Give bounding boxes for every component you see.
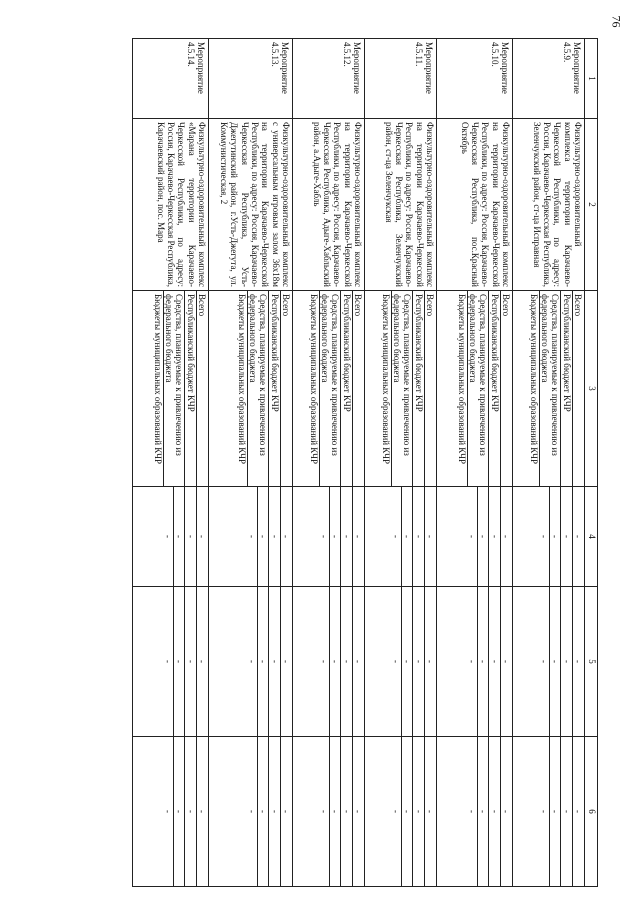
funding-source: Всего xyxy=(500,291,511,486)
value-cell: - xyxy=(329,737,340,886)
value-col-6 xyxy=(293,737,365,887)
value-cell: - xyxy=(162,535,173,538)
value-cell: - xyxy=(340,487,351,586)
value-cell: - xyxy=(572,487,583,586)
value-cell: - xyxy=(401,487,412,586)
value-col-6 xyxy=(437,737,513,887)
funding-source: Всего xyxy=(424,291,435,486)
value-cell: - xyxy=(352,587,363,736)
value-cell: - xyxy=(488,737,499,886)
value-cell: - xyxy=(162,660,173,663)
funding-sources xyxy=(293,291,365,487)
funding-source: Средства, планируемые к привлечению из федерального бюджета xyxy=(319,291,341,486)
value-col-4 xyxy=(513,487,585,587)
value-cell: - xyxy=(549,587,560,736)
table-row xyxy=(437,39,513,887)
value-cell: - xyxy=(572,587,583,736)
col-header-5: 5 xyxy=(585,587,598,737)
value-cell: - xyxy=(401,587,412,736)
value-cell: - xyxy=(500,487,511,586)
value-cell: - xyxy=(257,487,268,586)
measure-description: Физкультурно-оздоровительный комплекс на территории Карачаево-Черкесской Республики, по адресу: Россия, Карачаево-Черкесская Республика, Зеленчукский район, ст-ца Зеленчукская xyxy=(365,119,437,291)
value-cell: - xyxy=(329,487,340,586)
value-cell: - xyxy=(538,660,549,663)
value-cell: - xyxy=(184,587,195,736)
table-row xyxy=(365,39,437,887)
value-cell: - xyxy=(477,587,488,736)
funding-source: Средства, планируемые к привлечению из федерального бюджета xyxy=(539,291,561,486)
value-cell: - xyxy=(424,737,435,886)
value-cell: - xyxy=(560,737,571,886)
funding-source: Всего xyxy=(352,291,363,486)
value-cell: - xyxy=(412,587,423,736)
value-cell: - xyxy=(549,737,560,886)
value-cell: - xyxy=(572,737,583,886)
funding-source: Средства, планируемые к привлечению из федерального бюджета xyxy=(467,291,489,486)
value-cell: - xyxy=(466,660,477,663)
value-cell: - xyxy=(246,535,257,538)
value-cell: - xyxy=(538,535,549,538)
value-cell: - xyxy=(257,737,268,886)
value-cell: - xyxy=(246,810,257,813)
measure-description: Физкультурно-оздоровительный комплекс с универсальным игровым залом 36х18м на территории Карачаево-Черкесской Республики, по адресу: Россия, Карачаево-Черкесская Республика, Усть-Джегутинский район, г.Усть-Джегута, ул. Коммунистическая, 2 xyxy=(209,119,293,291)
value-cell: - xyxy=(412,487,423,586)
funding-source: Средства, планируемые к привлечению из федерального бюджета xyxy=(163,291,185,486)
value-cell: - xyxy=(184,487,195,586)
value-col-5 xyxy=(293,587,365,737)
value-cell: - xyxy=(196,587,207,736)
value-cell: - xyxy=(500,737,511,886)
value-cell: - xyxy=(268,487,279,586)
value-col-6 xyxy=(365,737,437,887)
measure-description: Физкультурно-оздоровительный комплекса территории Карачаево-Черкесской Республики, по адресу: Россия, Карачаево-Черкесская Республика, Зеленчукский район, ст-ца Исправная xyxy=(513,119,585,291)
col-header-3: 3 xyxy=(585,291,598,487)
value-cell: - xyxy=(184,737,195,886)
col-header-6: 6 xyxy=(585,737,598,887)
value-cell: - xyxy=(488,587,499,736)
funding-source: Средства, планируемые к привлечению из федерального бюджета xyxy=(391,291,413,486)
measure-description: Физкультурно-оздоровительный комплекс «Марана территории Карачаево-Черкесской Республики, по адресу: Россия, Карачаево-Черкесская Республика, Карачаевский район, пос. Мара xyxy=(133,119,209,291)
value-cell: - xyxy=(329,587,340,736)
value-cell: - xyxy=(162,810,173,813)
funding-source: Республиканский бюджет КЧР xyxy=(412,291,423,486)
value-col-5 xyxy=(209,587,293,737)
table-row xyxy=(293,39,365,887)
measure-id: Мероприятие 4.5.14. xyxy=(133,39,209,119)
value-cell: - xyxy=(268,737,279,886)
value-cell: - xyxy=(246,660,257,663)
funding-source: Республиканский бюджет КЧР xyxy=(560,291,571,486)
value-cell: - xyxy=(196,737,207,886)
value-cell: - xyxy=(257,587,268,736)
funding-source: Всего xyxy=(196,291,207,486)
funding-source: Средства, планируемые к привлечению из федерального бюджета xyxy=(247,291,269,486)
value-cell: - xyxy=(173,587,184,736)
value-cell: - xyxy=(196,487,207,586)
value-cell: - xyxy=(340,737,351,886)
value-cell: - xyxy=(401,737,412,886)
measure-id: Мероприятие 4.5.13. xyxy=(209,39,293,119)
value-col-5 xyxy=(513,587,585,737)
value-cell: - xyxy=(318,660,329,663)
funding-sources xyxy=(437,291,513,487)
measure-id: Мероприятие 4.5.11. xyxy=(365,39,437,119)
value-cell: - xyxy=(390,810,401,813)
page-number: 76 xyxy=(609,15,624,28)
value-cell: - xyxy=(280,587,291,736)
value-col-5 xyxy=(365,587,437,737)
funding-source: Бюджеты муниципальных образований КЧР xyxy=(236,294,247,465)
value-cell: - xyxy=(466,810,477,813)
value-col-6 xyxy=(513,737,585,887)
value-col-6 xyxy=(209,737,293,887)
value-cell: - xyxy=(268,587,279,736)
value-col-4 xyxy=(209,487,293,587)
value-cell: - xyxy=(500,587,511,736)
funding-source: Республиканский бюджет КЧР xyxy=(340,291,351,486)
program-measures-table xyxy=(132,38,598,887)
funding-sources xyxy=(513,291,585,487)
value-cell: - xyxy=(549,487,560,586)
funding-sources xyxy=(209,291,293,487)
value-cell: - xyxy=(477,487,488,586)
value-col-4 xyxy=(437,487,513,587)
measure-id: Мероприятие 4.5.9. xyxy=(513,39,585,119)
value-cell: - xyxy=(538,810,549,813)
value-cell: - xyxy=(352,487,363,586)
value-cell: - xyxy=(173,487,184,586)
funding-source: Бюджеты муниципальных образований КЧР xyxy=(308,294,319,465)
value-cell: - xyxy=(477,737,488,886)
value-cell: - xyxy=(488,487,499,586)
col-header-4: 4 xyxy=(585,487,598,587)
funding-source: Республиканский бюджет КЧР xyxy=(488,291,499,486)
value-cell: - xyxy=(390,535,401,538)
value-cell: - xyxy=(466,535,477,538)
measure-id: Мероприятие 4.5.12. xyxy=(293,39,365,119)
funding-source: Бюджеты муниципальных образований КЧР xyxy=(380,294,391,465)
value-cell: - xyxy=(352,737,363,886)
funding-source: Республиканский бюджет КЧР xyxy=(268,291,279,486)
value-cell: - xyxy=(424,587,435,736)
col-header-2: 2 xyxy=(585,119,598,291)
value-cell: - xyxy=(424,487,435,586)
funding-source: Бюджеты муниципальных образований КЧР xyxy=(528,294,539,465)
measure-description: Физкультурно-оздоровительный комплекс на территории Карачаево-Черкесской Республики, по адресу: Россия, Карачаево-Черкесская Республика, пос.Красный Октябрь xyxy=(437,119,513,291)
value-cell: - xyxy=(560,487,571,586)
funding-source: Республиканский бюджет КЧР xyxy=(184,291,195,486)
value-cell: - xyxy=(340,587,351,736)
value-cell: - xyxy=(173,737,184,886)
value-col-6 xyxy=(133,737,209,887)
funding-sources xyxy=(365,291,437,487)
funding-source: Всего xyxy=(572,291,583,486)
value-cell: - xyxy=(412,737,423,886)
value-cell: - xyxy=(318,810,329,813)
value-col-4 xyxy=(365,487,437,587)
table-row xyxy=(133,39,209,887)
col-header-1: 1 xyxy=(585,39,598,119)
value-cell: - xyxy=(318,535,329,538)
table-row xyxy=(513,39,585,887)
measure-description: Физкультурно-оздоровительный комплекс на территории Карачаево-Черкесской Республики, по адресу: Россия, Карачаево-Черкесская Республика, Адыге-Хабльский район, а.Адыге-Хабль xyxy=(293,119,365,291)
header-row xyxy=(585,39,598,887)
value-cell: - xyxy=(560,587,571,736)
funding-source: Всего xyxy=(280,291,291,486)
rotated-sheet xyxy=(70,38,598,886)
value-cell: - xyxy=(390,660,401,663)
table-row xyxy=(209,39,293,887)
measure-id: Мероприятие 4.5.10. xyxy=(437,39,513,119)
funding-source: Бюджеты муниципальных образований КЧР xyxy=(152,294,163,465)
value-col-4 xyxy=(293,487,365,587)
value-col-4 xyxy=(133,487,209,587)
value-col-5 xyxy=(437,587,513,737)
funding-sources xyxy=(133,291,209,487)
value-cell: - xyxy=(280,487,291,586)
value-cell: - xyxy=(280,737,291,886)
funding-source: Бюджеты муниципальных образований КЧР xyxy=(456,294,467,465)
value-col-5 xyxy=(133,587,209,737)
